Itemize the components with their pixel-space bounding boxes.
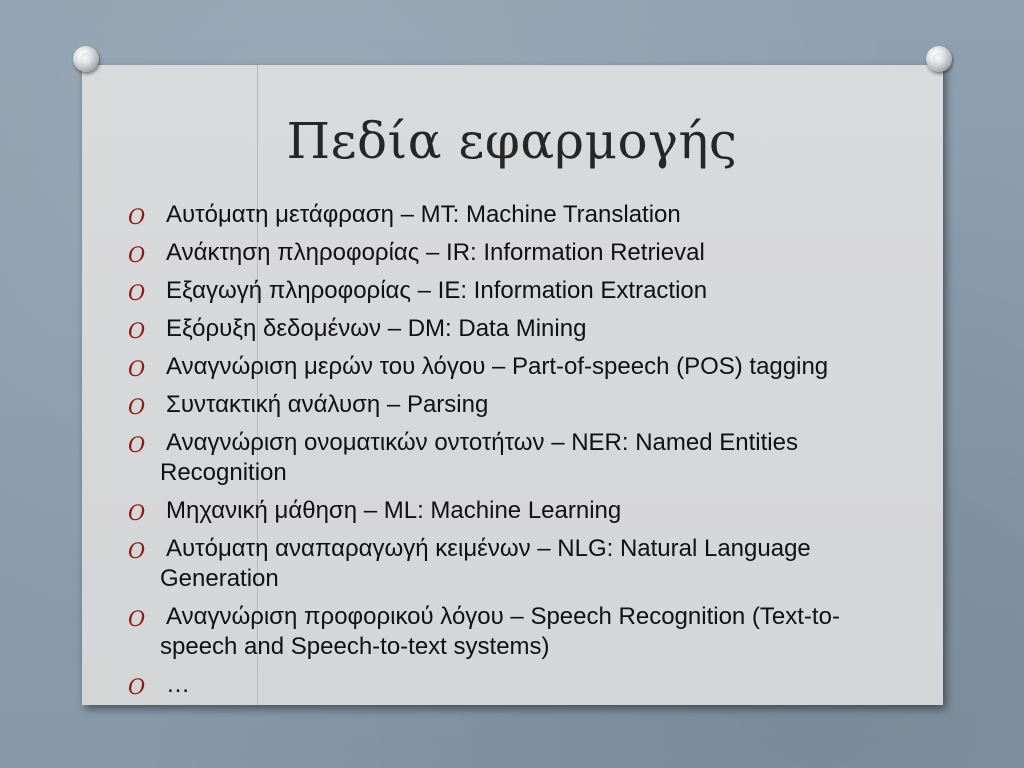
bullet-marker-icon: O <box>128 607 146 631</box>
bullet-text: Συντακτική ανάλυση – Parsing <box>166 391 489 418</box>
bullet-item <box>128 496 868 526</box>
bullet-list <box>128 200 868 708</box>
pushpin-right-icon <box>926 46 952 72</box>
bullet-marker-icon: O <box>128 433 146 457</box>
bullet-text: Ανάκτηση πληροφορίας – IR: Information Retrieval <box>166 239 705 266</box>
bullet-text: Αυτόματη μετάφραση – MT: Machine Translation <box>166 201 681 228</box>
bullet-marker-icon: O <box>128 675 146 699</box>
bullet-text: Αναγνώριση προφορικού λόγου – Speech Recognition (Text-to-speech and Speech-to-text systems) <box>160 603 840 660</box>
bullet-marker-icon: O <box>128 243 146 267</box>
bullet-item <box>128 238 868 268</box>
pushpin-left-icon <box>73 46 99 72</box>
bullet-item <box>128 534 868 594</box>
bullet-item <box>128 670 868 700</box>
bullet-text: … <box>166 671 190 698</box>
bullet-item <box>128 352 868 382</box>
bullet-marker-icon: O <box>128 319 146 343</box>
slide-title: Πεδία εφαρμογής <box>286 112 738 170</box>
bullet-text: Αναγνώριση μερών του λόγου – Part-of-speech (POS) tagging <box>166 353 829 380</box>
bullet-item <box>128 390 868 420</box>
bullet-text: Εξόρυξη δεδομένων – DM: Data Mining <box>166 315 587 342</box>
bullet-marker-icon: O <box>128 501 146 525</box>
bullet-item <box>128 276 868 306</box>
bullet-marker-icon: O <box>128 357 146 381</box>
bullet-item <box>128 200 868 230</box>
bullet-text: Μηχανική μάθηση – ML: Machine Learning <box>166 497 622 524</box>
bullet-marker-icon: O <box>128 281 146 305</box>
bullet-item <box>128 602 868 662</box>
bullet-item <box>128 428 868 488</box>
bullet-text: Αναγνώριση ονοματικών οντοτήτων – NER: Named Entities Recognition <box>160 429 798 486</box>
bullet-text: Εξαγωγή πληροφορίας – IE: Information Extraction <box>166 277 708 304</box>
bullet-item <box>128 314 868 344</box>
bullet-marker-icon: O <box>128 395 146 419</box>
bullet-text: Αυτόματη αναπαραγωγή κειμένων – NLG: Natural Language Generation <box>160 535 811 592</box>
bullet-marker-icon: O <box>128 539 146 563</box>
bullet-marker-icon: O <box>128 205 146 229</box>
